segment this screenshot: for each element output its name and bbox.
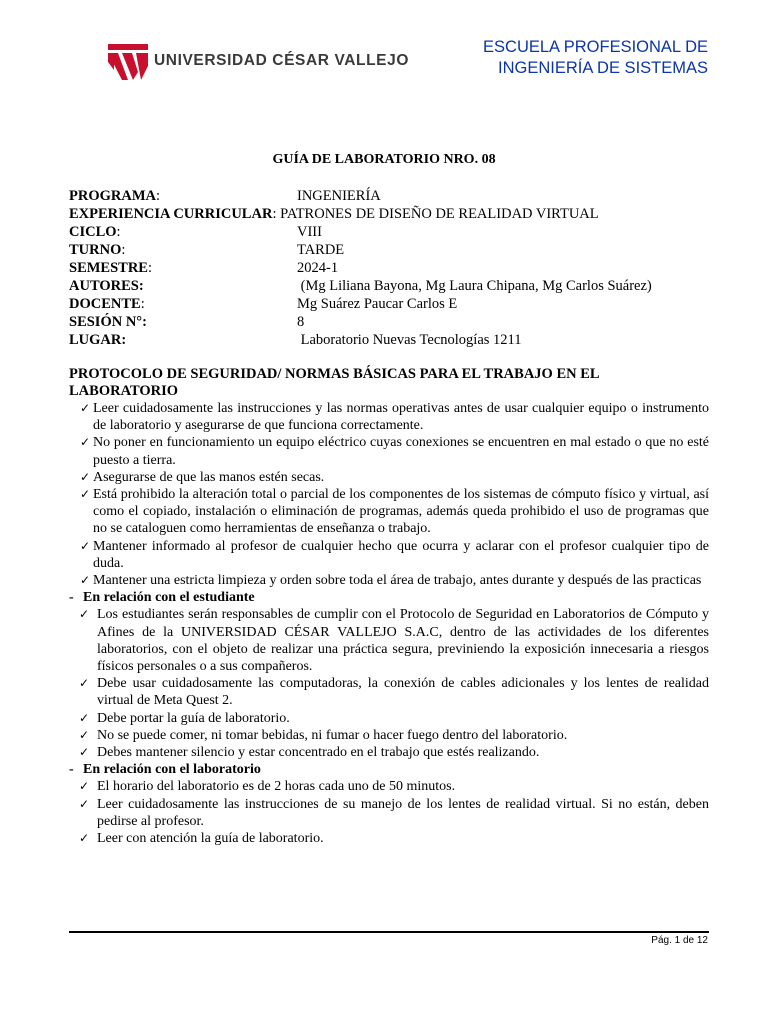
check-icon: ✓ (79, 676, 90, 691)
check-icon: ✓ (79, 831, 90, 846)
meta-key: LUGAR (69, 332, 122, 348)
check-icon: ✓ (79, 607, 90, 622)
meta-key: EXPERIENCIA CURRICULAR (69, 206, 273, 222)
meta-value: Mg Suárez Paucar Carlos E (297, 296, 458, 312)
meta-row-docente: DOCENTE: Mg Suárez Paucar Carlos E (69, 296, 458, 312)
list-item: ✓ El horario del laboratorio es de 2 horas cada uno de 50 minutos. (79, 779, 456, 795)
meta-key: TURNO (69, 242, 122, 258)
school-line-1: ESCUELA PROFESIONAL DE (483, 38, 708, 56)
lab-rules-list (69, 778, 709, 847)
protocol-body (69, 400, 709, 847)
check-icon: ✓ (80, 538, 91, 553)
meta-key: PROGRAMA (69, 188, 156, 204)
list-item: ✓ Leer cuidadosamente las instrucciones y las normas operativas antes de usar cualquier equipo o instrumento de laboratorio y asegurarse de que funciona correctamente. (80, 401, 709, 434)
check-icon: ✓ (79, 745, 90, 760)
meta-value: TARDE (297, 242, 345, 258)
meta-key: CICLO (69, 224, 117, 240)
list-item: ✓ Debe usar cuidadosamente las computadoras, la conexión de cables adicionales y los lentes de realidad virtual de Meta Quest 2. (79, 676, 709, 709)
check-icon: ✓ (79, 727, 90, 742)
meta-row-autores: AUTORES: (Mg Liliana Bayona, Mg Laura Chipana, Mg Carlos Suárez) (69, 278, 652, 294)
university-logo (108, 40, 409, 84)
page-number: Pág. 1 de 12 (651, 935, 708, 946)
meta-key: SEMESTRE (69, 260, 148, 276)
meta-row-lugar: LUGAR: Laboratorio Nuevas Tecnologías 1211 (69, 332, 522, 348)
metadata-table (69, 187, 652, 349)
meta-value: INGENIERÍA (297, 188, 381, 204)
check-icon: ✓ (79, 796, 90, 811)
logo-text: UNIVERSIDAD CÉSAR VALLEJO (154, 52, 409, 69)
lab-section-title: - En relación con el laboratorio (69, 762, 261, 778)
meta-value: VIII (297, 224, 322, 240)
check-icon: ✓ (80, 573, 91, 588)
school-name (483, 37, 708, 79)
check-icon: ✓ (80, 487, 91, 502)
check-icon: ✓ (79, 779, 90, 794)
list-item: ✓ Debes mantener silencio y estar concentrado en el trabajo que estés realizando. (79, 745, 540, 761)
check-icon: ✓ (80, 435, 91, 450)
meta-value: PATRONES DE DISEÑO DE REALIDAD VIRTUAL (280, 206, 599, 222)
list-item: ✓ Los estudiantes serán responsables de cumplir con el Protocolo de Seguridad en Laboratorios de Cómputo y Afines de la UNIVERSIDAD CÉSAR VALLEJO S.A.C, dentro de las actividades de los diferentes laboratorios, con el objeto de realizar una práctica segura, previniendo la exposición innecesaria a riesgos físicos personales o a sus compañeros. (79, 607, 709, 675)
meta-row-sesion: SESIÓN N°: 8 (69, 314, 305, 330)
list-item: ✓ No poner en funcionamiento un equipo eléctrico cuyas conexiones se encuentren en mal estado o que no esté puesto a tierra. (80, 435, 709, 468)
meta-key: SESIÓN N° (69, 314, 143, 330)
meta-value: 8 (297, 314, 305, 330)
list-item: ✓ Mantener informado al profesor de cualquier hecho que ocurra y aclarar con el profesor cualquier tipo de duda. (80, 538, 709, 571)
meta-row-experiencia: EXPERIENCIA CURRICULAR: PATRONES DE DISEÑO DE REALIDAD VIRTUAL (69, 206, 599, 222)
meta-row-semestre: SEMESTRE: 2024-1 (69, 260, 339, 276)
check-icon: ✓ (80, 401, 91, 415)
list-item: ✓ Mantener una estricta limpieza y orden sobre toda el área de trabajo, antes durante y después de las practicas (80, 573, 702, 589)
university-shield-icon (108, 40, 148, 84)
meta-value: Laboratorio Nuevas Tecnologías 1211 (297, 332, 522, 348)
list-item: ✓ Leer cuidadosamente las instrucciones de su manejo de los lentes de realidad virtual. Si no están, deben pedirse al profesor. (79, 796, 709, 829)
meta-row-ciclo: CICLO: VIII (69, 224, 322, 240)
list-item: ✓ No se puede comer, ni tomar bebidas, ni fumar o hacer fuego dentro del laboratorio. (79, 727, 568, 743)
student-section-title: - En relación con el estudiante (69, 590, 255, 606)
meta-value: (Mg Liliana Bayona, Mg Laura Chipana, Mg Carlos Suárez) (297, 278, 652, 294)
meta-value: 2024-1 (297, 260, 339, 276)
check-icon: ✓ (79, 710, 90, 725)
student-rules-list (69, 606, 709, 761)
footer-divider (69, 931, 709, 933)
meta-row-programa: PROGRAMA: INGENIERÍA (69, 188, 381, 204)
protocol-title: PROTOCOLO DE SEGURIDAD/ NORMAS BÁSICAS PARA EL TRABAJO EN EL LABORATORIO (69, 366, 599, 399)
list-item: ✓ Está prohibido la alteración total o parcial de los componentes de los sistemas de cómputo físico y virtual, así como el copiado, instalación o eliminación de programas, además queda prohibido el uso de programas que no se cataloguen como herramientas de enseñanza o trabajo. (80, 487, 709, 537)
check-icon: ✓ (80, 469, 91, 484)
meta-key: AUTORES (69, 278, 139, 294)
list-item: ✓ Asegurarse de que las manos estén secas. (80, 469, 325, 485)
meta-key: DOCENTE (69, 296, 141, 312)
meta-row-turno: TURNO: TARDE (69, 242, 345, 258)
list-item: ✓ Leer con atención la guía de laboratorio. (79, 831, 324, 847)
general-rules-list (69, 400, 709, 589)
page-title: GUÍA DE LABORATORIO NRO. 08 (272, 152, 496, 167)
list-item: ✓ Debe portar la guía de laboratorio. (79, 710, 290, 726)
school-line-2: INGENIERÍA DE SISTEMAS (498, 59, 708, 77)
